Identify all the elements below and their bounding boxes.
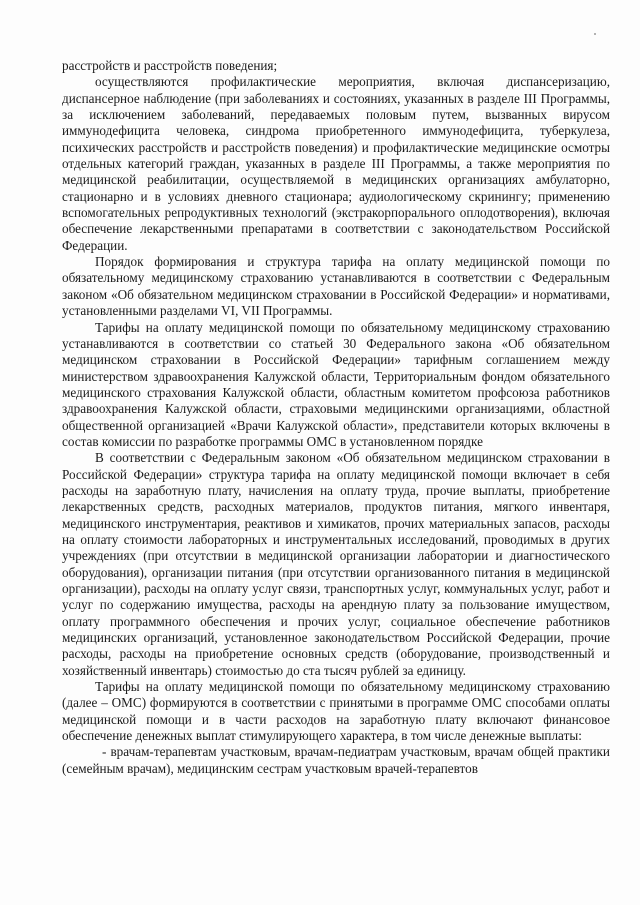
paragraph-preventive-measures: осуществляются профилактические мероприятия, включая диспансеризацию, диспансерное наблюдение (при заболеваниях и состояниях, указанных в разделе III Программы, за исключением заболеваний, передаваемых половым путем, вызванных вирусом иммунодефицита человека, синдрома приобретенного иммунодефицита, туберкулеза, психических расстройств и расстройств поведения) и профилактические медицинские осмотры отдельных категорий граждан, указанных в разделе III Программы, а также мероприятия по медицинской реабилитации, осуществляемой в медицинских организациях амбулаторно, стационарно и в условиях дневного стационара; аудиологическому скринингу; применению вспомогательных репродуктивных технологий (экстракорпорального оплодотворения), включая обеспечение лекарственными препаратами в соответствии с законодательством Российской Федерации. <box>62 74 610 253</box>
paragraph-tariff-structure-order: Порядок формирования и структура тарифа на оплату медицинской помощи по обязательному медицинскому страхованию устанавливаются в соответствии с Федеральным законом «Об обязательном медицинском страховании в Российской Федерации» и нормативами, установленными разделами VI, VII Программы. <box>62 254 610 319</box>
paragraph-tariff-agreement: Тарифы на оплату медицинской помощи по обязательному медицинскому страхованию устанавливаются в соответствии со статьей 30 Федерального закона «Об обязательном медицинском страховании в Российской Федерации» тарифным соглашением между министерством здравоохранения Калужской области, Территориальным фондом обязательного медицинского страхования Калужской области, областным комитетом профсоюза работников здравоохранения Калужской области, страховыми медицинскими организациями, областной общественной организацией «Врачи Калужской области», представители которых включены в состав комиссии по разработке программы ОМС в установленном порядке <box>62 319 610 449</box>
paragraph-tariff-composition: В соответствии с Федеральным законом «Об обязательном медицинском страховании в Российской Федерации» структура тарифа на оплату медицинской помощи включает в себя расходы на заработную плату, начисления на оплату труда, прочие выплаты, приобретение лекарственных средств, расходных материалов, продуктов питания, мягкого инвентаря, медицинского инструментария, реактивов и химикатов, прочих материальных запасов, расходы на оплату стоимости лабораторных и инструментальных исследований, проводимых в других учреждениях (при отсутствии в медицинской организации лаборатории и диагностического оборудования), организации питания (при отсутствии организованного питания в медицинской организации), расходы на оплату услуг связи, транспортных услуг, коммунальных услуг, работ и услуг по содержанию имущества, расходы на арендную плату за пользование имуществом, оплату программного обеспечения и прочих услуг, социальное обеспечение работников медицинских организаций, установленное законодательством Российской Федерации, прочие расходы, расходы на приобретение основных средств (оборудование, производственный и хозяйственный инвентарь) стоимостью до ста тысяч рублей за единицу. <box>62 450 610 678</box>
scan-speck <box>594 33 596 35</box>
paragraph-continuation: расстройств и расстройств поведения; <box>62 58 278 73</box>
paragraph-oms-tariffs: Тарифы на оплату медицинской помощи по обязательному медицинскому страхованию (далее – ОМС) формируются в соответствии с принятыми в программе ОМС способами оплаты медицинской помощи и в части расходов на заработную плату включают финансовое обеспечение денежных выплат стимулирующего характера, в том числе денежные выплаты: <box>62 679 610 744</box>
document-body <box>62 58 610 777</box>
paragraph-list-item: - врачам-терапевтам участковым, врачам-педиатрам участковым, врачам общей практики (семейным врачам), медицинским сестрам участковым врачей-терапевтов <box>62 744 610 776</box>
